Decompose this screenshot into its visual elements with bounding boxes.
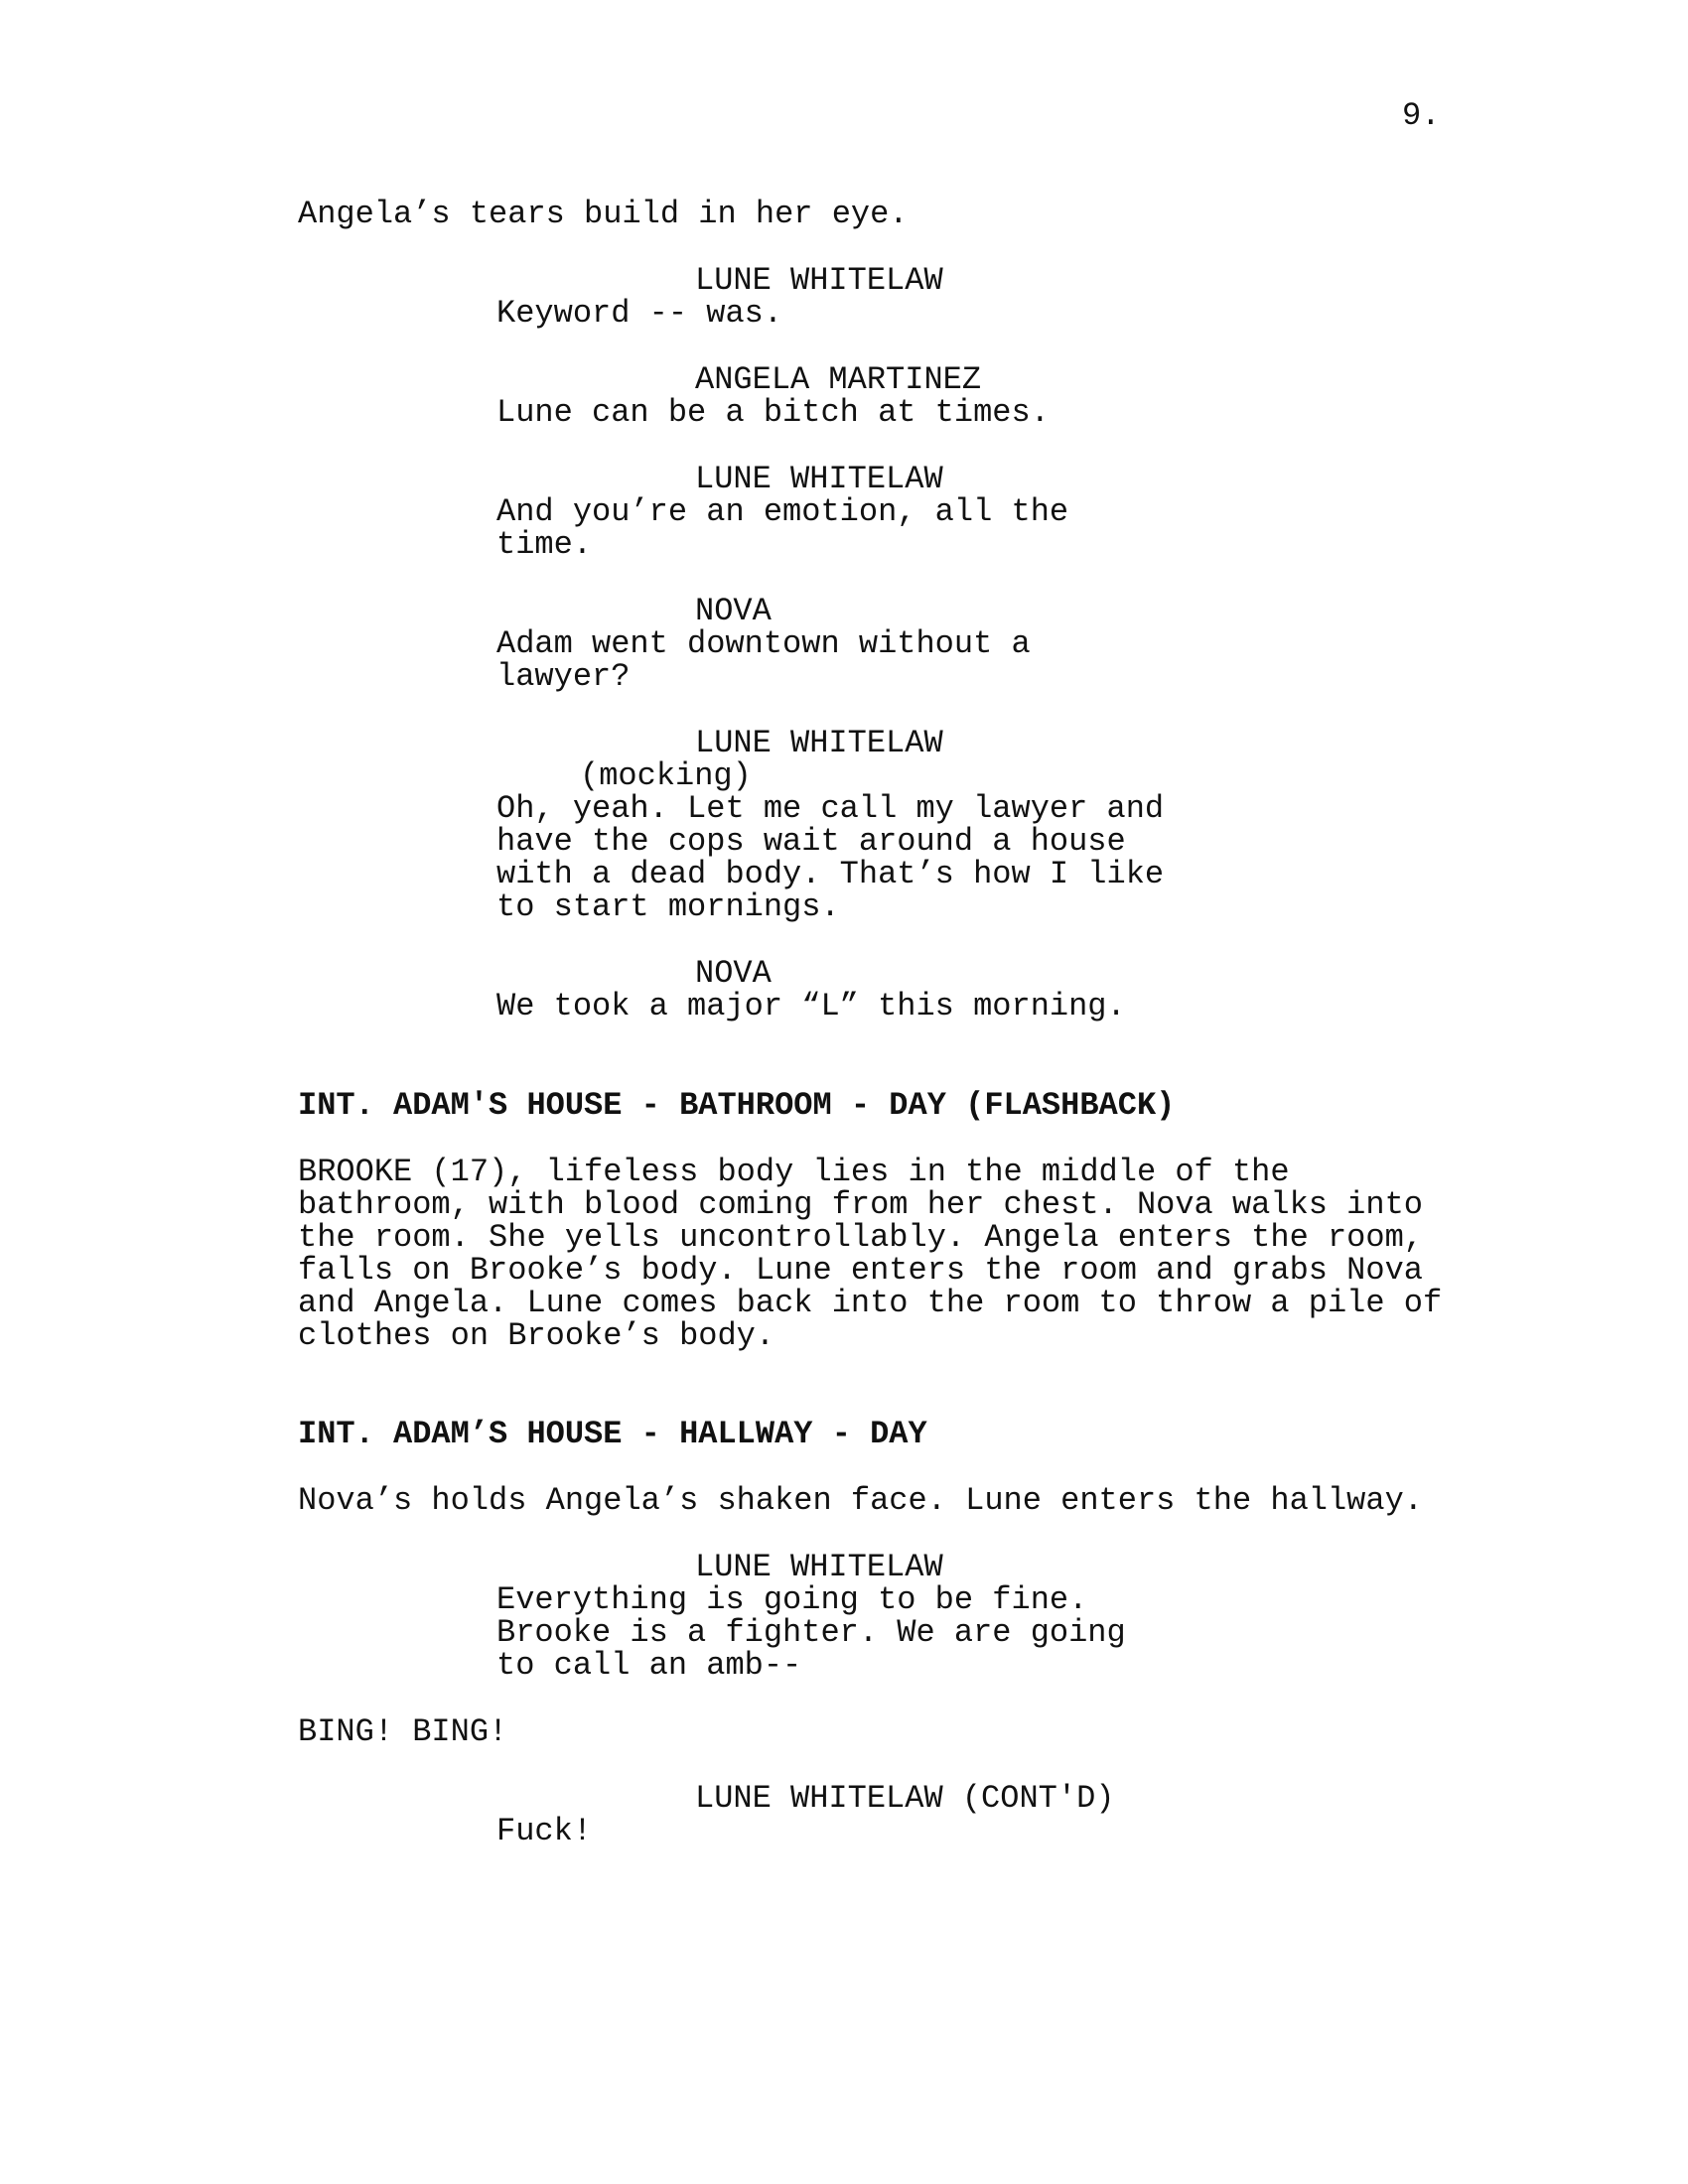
character-name: LUNE WHITELAW: [695, 461, 943, 497]
character-name: LUNE WHITELAW: [695, 262, 943, 299]
dialogue-line: We took a major “L” this morning.: [496, 988, 1126, 1024]
action-line: the room. She yells uncontrollably. Angela enters the room,: [298, 1219, 1423, 1256]
dialogue-line: lawyer?: [496, 658, 631, 695]
character-name: ANGELA MARTINEZ: [695, 361, 982, 398]
action-line: BING! BING!: [298, 1713, 508, 1750]
action-line: falls on Brooke’s body. Lune enters the room and grabs Nova: [298, 1252, 1423, 1289]
character-name: LUNE WHITELAW: [695, 725, 943, 761]
dialogue-line: Brooke is a fighter. We are going: [496, 1614, 1126, 1651]
dialogue-line: Lune can be a bitch at times.: [496, 394, 1050, 431]
character-name: NOVA: [695, 593, 772, 629]
dialogue-line: Oh, yeah. Let me call my lawyer and: [496, 790, 1165, 827]
parenthetical: (mocking): [580, 757, 752, 794]
scene-heading: INT. ADAM'S HOUSE - BATHROOM - DAY (FLASHBACK): [298, 1087, 1176, 1124]
dialogue-line: have the cops wait around a house: [496, 823, 1126, 860]
action-line: bathroom, with blood coming from her chest. Nova walks into: [298, 1186, 1423, 1223]
dialogue-line: Keyword -- was.: [496, 295, 783, 332]
dialogue-line: to call an amb--: [496, 1647, 802, 1684]
action-line: clothes on Brooke’s body.: [298, 1317, 775, 1354]
action-line: BROOKE (17), lifeless body lies in the middle of the: [298, 1154, 1290, 1190]
dialogue-line: with a dead body. That’s how I like: [496, 856, 1165, 892]
action-line: Nova’s holds Angela’s shaken face. Lune enters the hallway.: [298, 1482, 1423, 1519]
dialogue-line: Fuck!: [496, 1813, 593, 1849]
scene-heading: INT. ADAM’S HOUSE - HALLWAY - DAY: [298, 1416, 927, 1452]
dialogue-line: to start mornings.: [496, 888, 840, 925]
dialogue-line: Adam went downtown without a: [496, 625, 1031, 662]
dialogue-line: Everything is going to be fine.: [496, 1581, 1088, 1618]
character-name: LUNE WHITELAW (CONT'D): [695, 1780, 1115, 1817]
dialogue-line: And you’re an emotion, all the: [496, 493, 1069, 530]
page-number: 9.: [1402, 97, 1441, 134]
character-name: NOVA: [695, 955, 772, 992]
action-line: and Angela. Lune comes back into the room to throw a pile of: [298, 1285, 1443, 1321]
character-name: LUNE WHITELAW: [695, 1549, 943, 1585]
action-line: Angela’s tears build in her eye.: [298, 196, 909, 232]
dialogue-line: time.: [496, 526, 593, 563]
